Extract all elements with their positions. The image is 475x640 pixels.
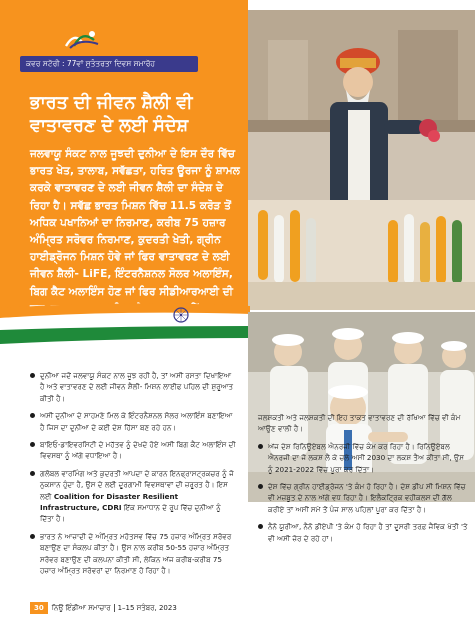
bullet-text: ਭਾਰਤ ਨੇ ਆਜ਼ਾਦੀ ਦੇ ਅੰਮ੍ਰਿਤ ਮਹੋਤਸਵ ਵਿੱਚ 75 ਹਜ਼ਾਰ ਅੰਮ੍ਰਿਤ ਸਰੋਵਰ ਬਣਾਉਣ ਦਾ ਸੰਕਲਪ ਕੀਤਾ ਹੈ। ਉਸ ਨਾਲ ਕਰੀਬ 50-55 ਹਜ਼ਾਰ ਅੰਮ੍ਰਿਤ ਸਰੋਵਰ ਬਣਾਉਣ ਦੀ ਕਲਪਨਾ ਕੀਤੀ ਸੀ, ਲੇਕਿਨ ਅੱਜ ਕਰੀਬ-ਕਰੀਬ 75 ਹਜ਼ਾਰ ਅੰਮ੍ਰਿਤ ਸਰੋਵਰਾਂ ਦਾ ਨਿਰਮਾਣ ਹੋ ਰਿਹਾ ਹੈ। xyxy=(40,531,232,576)
tricolor-brush-decoration xyxy=(0,300,260,345)
list-item xyxy=(30,531,236,577)
bullet-text: ਦੇਸ਼ ਵਿੱਚ ਗ੍ਰੀਨ ਹਾਈਡ੍ਰੋਜਨ 'ਤੇ ਕੰਮ ਹੋ ਰਿਹਾ ਹੈ। ਦੇਸ਼ ਡੀਪ ਸੀ ਮਿਸ਼ਨ ਵਿੱਚ ਵੀ ਮਜ਼ਬੂਤ ਦੇ ਨਾਲ ਅੱਗੇ ਵਧ ਰਿਹਾ ਹੈ। ਇਲੈਕਟ੍ਰਿਕ ਵਹੀਕਲਸ ਦੀ ਗੱਲ ਕਰੀਏ ਤਾਂ ਅਸੀਂ ਸਮੇਂ ਤੋਂ ਪੰਜ ਸਾਲ ਪਹਿਲਾਂ ਪੂਰਾ ਕਰ ਦਿੱਤਾ ਹੈ। xyxy=(268,482,466,514)
article-intro: ਜਲਵਾਯੂ ਸੰਕਟ ਨਾਲ ਜੂਝਦੀ ਦੁਨੀਆ ਦੇ ਇਸ ਦੌਰ ਵਿੱਚ ਭਾਰਤ ਖੇਤ, ਤਾਲਾਬ, ਸਵੱਛਤਾ, ਹਰਿਤ ਊਰਜਾ ਨੂੰ ਸ਼ਾਮਲ ਕਰਕੇ ਵਾਤਾਵਰਣ ਦੇ ਲਈ ਜੀਵਨ ਸ਼ੈਲੀ ਦਾ ਸੰਦੇਸ਼ ਦੇ ਰਿਹਾ ਹੈ। ਸਵੱਛ ਭਾਰਤ ਮਿਸ਼ਨ ਵਿੱਚ 11.5 ਕਰੋੜ ਤੋਂ ਅਧਿਕ ਪਖਾਨਿਆਂ ਦਾ ਨਿਰਮਾਣ, ਕਰੀਬ 75 ਹਜ਼ਾਰ ਅੰਮ੍ਰਿਤ ਸਰੋਵਰ ਨਿਰਮਾਣ, ਕੁਦਰਤੀ ਖੇਤੀ, ਗ੍ਰੀਨ ਹਾਈਡ੍ਰੋਜਨ ਮਿਸ਼ਨ ਹੋਵੇ ਜਾਂ ਫਿਰ ਵਾਤਾਵਰਣ ਦੇ ਲਈ ਜੀਵਨ ਸ਼ੈਲੀ- LiFE, ਇੰਟਰਨੈਸ਼ਨਲ ਸੋਲਰ ਅਲਾਇੰਸ, ਬਿਗ ਕੈਟ ਅਲਾਇੰਸ ਹੋਣ ਜਾਂ ਫਿਰ ਸੀਡੀਆਰਆਈ ਦੀ xyxy=(30,148,240,298)
section-logo xyxy=(6,18,246,88)
list-item xyxy=(258,441,470,475)
bullet-text-after: ਇੱਕ ਸਮਾਧਾਨ ਦੇ ਰੂਪ ਵਿੱਚ ਦੁਨੀਆ ਨੂੰ ਦਿੱਤਾ ਹੈ। xyxy=(40,503,221,524)
list-item xyxy=(30,468,236,525)
ashoka-chakra-icon xyxy=(173,307,189,323)
section-label: ਕਵਰ ਸਟੋਰੀ : 77ਵਾਂ ਸੁਤੰਤਰਤਾ ਦਿਵਸ ਸਮਾਰੋਹ xyxy=(20,56,198,72)
magazine-name: ਨਿਊ ਇੰਡੀਆ ਸਮਾਚਾਰ xyxy=(51,604,111,612)
bullet-text: ਨੈਨੋ ਯੂਰੀਆ, ਨੈਨੋ ਡੀਏਪੀ 'ਤੇ ਕੰਮ ਹੋ ਰਿਹਾ ਹੈ ਤਾਂ ਦੂਸਰੀ ਤਰਫ਼ ਜੈਵਿਕ ਖੇਤੀ 'ਤੇ ਵੀ ਅਸੀਂ ਜ਼ੋਰ ਦੇ ਰਹੇ ਹਾਂ। xyxy=(268,522,468,543)
independence-emblem-icon xyxy=(64,28,100,50)
footer-divider xyxy=(114,604,115,612)
bullet-text: ਅਸੀਂ ਦੁਨੀਆ ਦੇ ਸਾਹਮਣੇ ਮਿਲ ਕੇ ਇੰਟਰਨੈਸ਼ਨਲ ਸੋਲਰ ਅਲਾਇੰਸ ਬਣਾਇਆ ਹੈ ਜਿਸ ਦਾ ਦੁਨੀਆ ਦੇ ਕਈ ਦੇਸ਼ ਹਿੱਸਾ ਬਣ ਰਹੇ ਹਨ। xyxy=(40,411,233,432)
bullet-text: ਬਾਇਓ-ਡਾਇਵਰਸਿਟੀ ਦੇ ਮਹੱਤਵ ਨੂੰ ਦੇਖਦੇ ਹੋਏ ਅਸੀਂ ਬਿਗ ਕੈਟ ਅਲਾਇੰਸ ਦੀ ਵਿਵਸਥਾ ਨੂੰ ਅੱਗੇ ਵਧਾਇਆ ਹੈ। xyxy=(40,440,236,461)
photo-pm-illustration xyxy=(248,10,475,310)
page-number: 30 xyxy=(30,602,48,614)
bullet-text: ਦੁਨੀਆ ਜਦੋਂ ਜਲਵਾਯੂ ਸੰਕਟ ਨਾਲ ਜੂਝ ਰਹੀ ਹੈ, ਤਾਂ ਅਸੀਂ ਰਸਤਾ ਦਿਖਾਇਆ ਹੈ ਅਤੇ ਵਾਤਾਵਰਣ ਦੇ ਲਈ ਜੀਵਨ ਸ਼ੈਲੀ- ਮਿਸ਼ਨ ਲਾਈਫ ਪਹਿਲ ਦੀ ਸ਼ੁਰੂਆਤ ਕੀਤੀ ਹੈ। xyxy=(40,371,234,403)
article-title xyxy=(30,92,244,138)
bullet-dot-icon xyxy=(30,413,35,418)
list-item xyxy=(30,439,236,462)
page-footer xyxy=(30,602,177,614)
photo-pm-flower-tribute xyxy=(248,10,475,310)
bullet-dot-icon xyxy=(30,373,35,378)
title-line-2: ਵਾਤਾਵਰਣ ਦੇ ਲਈ ਸੰਦੇਸ਼ xyxy=(30,116,189,136)
bullet-text: ਅੱਜ ਦੇਸ਼ ਰਿਨਿਊਏਬਲ ਐਨਰਜੀ ਵਿੱਚ ਕੰਮ ਕਰ ਰਿਹਾ ਹੈ। ਰਿਨਿਊਏਬਲ ਐਨਰਜੀ ਦਾ ਜੋ ਲਕਸ਼ ਲੈ ਕੇ ਚਲੇ ਅਸੀਂ 2030 ਦਾ ਲਕਸ਼ ਤੈਅ ਕੀਤਾ ਸੀ, ਉਸ ਨੂੰ 2021-2022 ਵਿੱਚ ਪੂਰਾ ਕਰ ਦਿੱਤਾ। xyxy=(268,441,464,474)
list-item xyxy=(30,410,236,433)
bullet-dot-icon xyxy=(258,484,263,489)
right-lead-paragraph: ਜਲਸ਼ਕਤੀ ਅਤੇ ਜਲਸ਼ਕਤੀ ਦੀ ਇਹ ਤਾਕਤ ਵਾਤਾਵਰਣ ਦੀ ਰੱਖਿਆ ਵਿੱਚ ਵੀ ਕੰਮ ਆਉਣ ਵਾਲੀ ਹੈ। xyxy=(258,413,461,434)
bullet-dot-icon xyxy=(30,471,35,476)
bullet-dot-icon xyxy=(30,442,35,447)
issue-date: 1–15 ਸਤੰਬਰ, 2023 xyxy=(117,604,177,612)
bullet-dot-icon xyxy=(30,534,35,539)
bullet-text: ਗਲੋਬਲ ਵਾਰਮਿੰਗ ਅਤੇ ਕੁਦਰਤੀ ਆਪਦਾ ਦੇ ਕਾਰਨ ਇਨਫ੍ਰਾਸਟ੍ਰਕਚਰ ਨੂੰ ਜੋ ਨੁਕਸਾਨ ਹੁੰਦਾ ਹੈ, ਉਸ ਦੇ ਲਈ ਦੂਰਗਾਮੀ ਵਿਵਸਥਾਵਾਂ ਦੀ ਜ਼ਰੂਰਤ ਹੈ। ਇਸ ਲਈ xyxy=(40,468,234,501)
bullet-dot-icon xyxy=(258,444,263,449)
title-line-1: ਭਾਰਤ ਦੀ ਜੀਵਨ ਸ਼ੈਲੀ ਵੀ xyxy=(30,93,193,113)
right-column-text xyxy=(258,412,470,550)
list-item xyxy=(258,521,470,544)
left-column-bullets xyxy=(30,370,236,583)
list-item xyxy=(258,481,470,515)
list-item xyxy=(30,370,236,404)
bullet-bold-text: Coalition for Disaster Resilient Infrastructure, CDRI xyxy=(40,491,179,513)
bullet-dot-icon xyxy=(258,524,263,529)
